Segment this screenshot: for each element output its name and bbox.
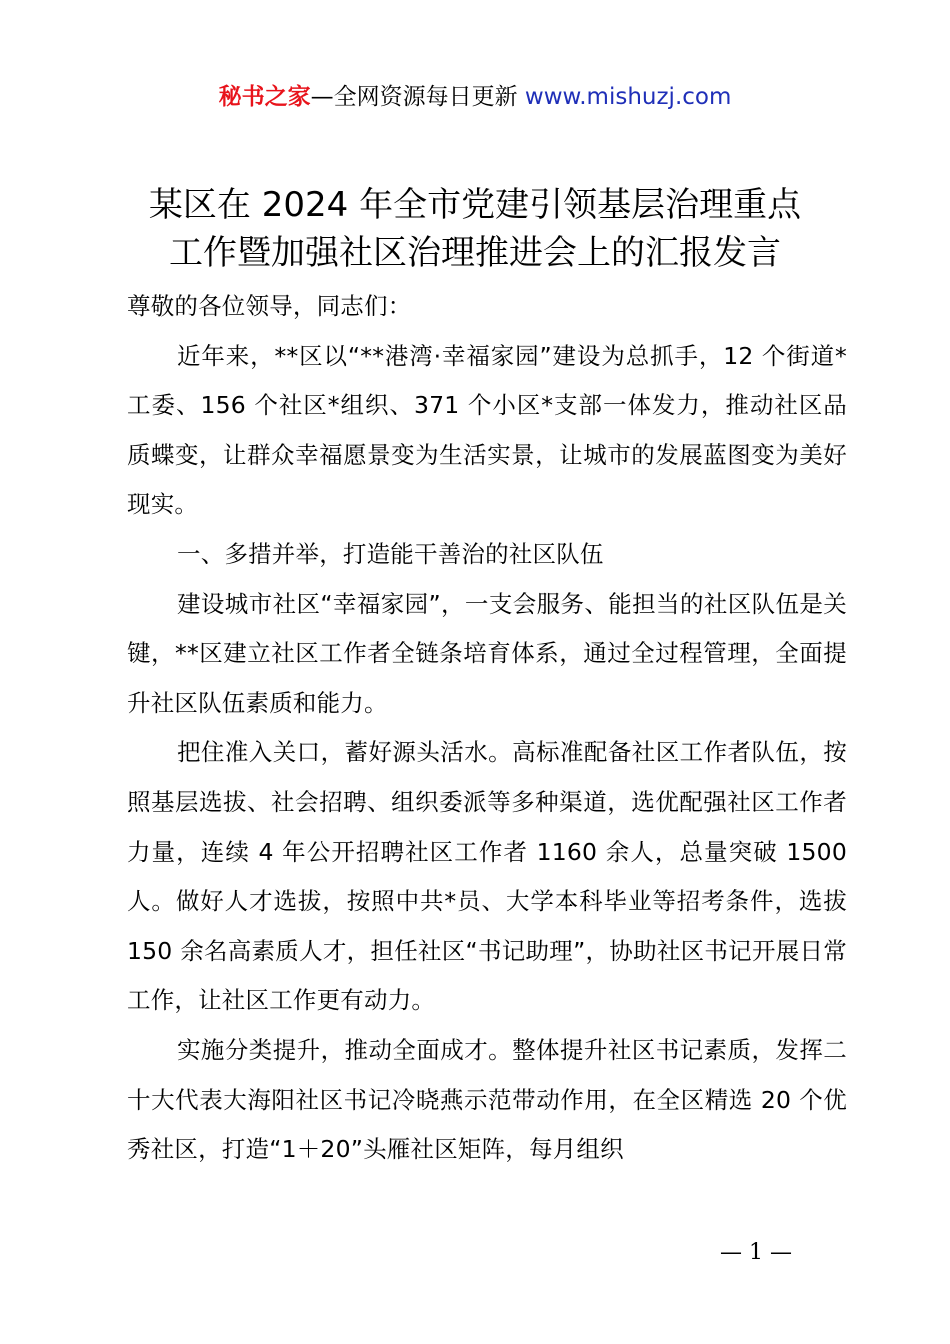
page-number: — 1 — <box>720 1240 792 1265</box>
paragraph-intro: 近年来，**区以“**港湾·幸福家园”建设为总抓手，12 个街道*工委、156 个社区*组织、371 个小区*支部一体发力，推动社区品质蝶变，让群众幸福愿景变为生活实景，让城市的发展蓝图变为美好现实。 <box>127 341 847 519</box>
header-tagline: —全网资源每日更新 <box>310 84 525 110</box>
title-line-1: 某区在 2024 年全市党建引领基层治理重点 <box>148 185 802 225</box>
header-url[interactable]: www.mishuzj.com <box>524 84 732 110</box>
paragraph-section-1: 建设城市社区“幸福家园”，一支会服务、能担当的社区队伍是关键，**区建立社区工作者全链条培育体系，通过全过程管理，全面提升社区队伍素质和能力。 <box>127 589 847 717</box>
section-heading-1: 一、多措并举，打造能干善治的社区队伍 <box>177 539 604 568</box>
header-banner <box>0 80 950 114</box>
paragraph-recruitment: 把住准入关口，蓄好源头活水。高标准配备社区工作者队伍，按照基层选拔、社会招聘、组织委派等多种渠道，选优配强社区工作者力量，连续 4 年公开招聘社区工作者 1160 余人，总量突破 1500 人。做好人才选拔，按照中共*员、大学本科毕业等招考条件，选拔 150 余名高素质人才，担任社区“书记助理”，协助社区书记开展日常工作，让社区工作更有动力。 <box>127 738 847 1015</box>
title-line-2: 工作暨加强社区治理推进会上的汇报发言 <box>169 233 781 273</box>
paragraph-training: 实施分类提升，推动全面成才。整体提升社区书记素质，发挥二十大代表大海阳社区书记冷晓燕示范带动作用，在全区精选 20 个优秀社区，打造“1＋20”头雁社区矩阵，每月组织 <box>127 1035 847 1164</box>
salutation: 尊敬的各位领导，同志们： <box>127 292 412 320</box>
brand-name: 秘书之家 <box>218 84 311 110</box>
document-body <box>127 282 847 1175</box>
document-title <box>0 181 950 277</box>
